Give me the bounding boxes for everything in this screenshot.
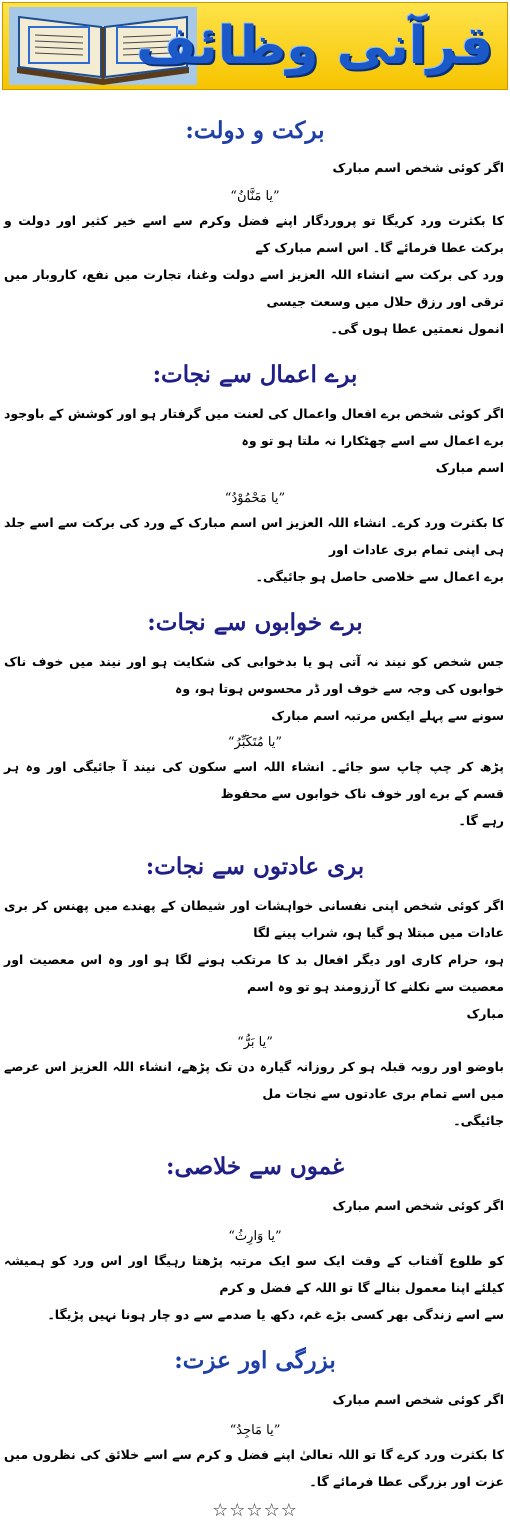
body-line: ورد کی برکت سے انشاء اللہ العزیز اسے دولت وغنا، تجارت میں نفع، کاروبار میں ترقی اور رزق حلال میں وسعت جیسی <box>4 267 504 309</box>
body-line: انمول نعمتیں عطا ہوں گی۔ <box>330 321 504 336</box>
body-line: کا بکثرت ورد کرے۔ انشاء اللہ العزیز اس اسم مبارک کے ورد کی برکت سے اسے جلد ہی اپنی تمام بری عادات اور <box>4 515 504 557</box>
section-heading: برکت و دولت: <box>185 117 325 144</box>
section-heading: بزرگی اور عزت: <box>174 1347 336 1374</box>
intro-text: اگر کوئی شخص اسم مبارک <box>332 1392 504 1407</box>
footer-stars: ☆☆☆☆☆ <box>212 1500 298 1521</box>
section-bad-habits <box>0 852 510 1134</box>
intro-text: ہو، حرام کاری اور دیگر افعال بد کا مرتکب ہونے لگا ہو اور وہ اس معصیت اور معصیت سے نکلنے کا آرزومند ہو تو وہ اسم <box>4 952 504 994</box>
divine-name: ”یا بَرُّ“ <box>237 1035 273 1050</box>
body-line: کا بکثرت ورد کریگا تو پروردگار اپنے فضل وکرم سے اسے خیر کثیر اور دولت و برکت عطا فرمائے گا۔ اس اسم مبارک کے <box>4 213 504 255</box>
intro-text: اسم مبارک <box>435 460 504 475</box>
section-bad-deeds <box>0 360 510 590</box>
intro-text: اگر کوئی شخص اسم مبارک <box>332 1198 504 1213</box>
section-heading: برے خوابوں سے نجات: <box>147 609 363 636</box>
divine-name: ”یا مَاجِدُ“ <box>229 1423 281 1438</box>
divine-name: ”یا مَحْمُوْدُ“ <box>224 491 286 506</box>
intro-text: مبارک <box>466 1006 504 1021</box>
body-line: سے اسے زندگی بھر کسی بڑے غم، دکھ یا صدمے سے دو چار ہونا نہیں پڑیگا۔ <box>47 1307 504 1322</box>
section-grief <box>0 1152 510 1328</box>
intro-text: سونے سے پہلے ایکس مرتبہ اسم مبارک <box>271 708 504 723</box>
banner <box>2 2 508 90</box>
divine-name: ”یا مُتَکَبِّرُ“ <box>227 735 283 750</box>
banner-title: قرآنی وظائف <box>136 16 493 76</box>
section-heading: غموں سے خلاصی: <box>166 1153 344 1180</box>
body-line: کا بکثرت ورد کرے گا تو اللہ تعالیٰ اپنے فضل و کرم سے اسے خلائق کی نظروں میں عزت اور بزرگی عطا فرمائے گا۔ <box>4 1447 504 1489</box>
body-line: رہے گا۔ <box>458 813 504 828</box>
section-bad-dreams <box>0 608 510 834</box>
body-line: پڑھ کر چپ چاپ سو جائے۔ انشاء اللہ اسے سکون کی نیند آ جائیگی اور وہ ہر قسم کے برے اور خوف ناک خوابوں سے محفوظ <box>4 759 504 801</box>
divine-name: ”یا وَارِثُ“ <box>228 1229 282 1244</box>
intro-text: اگر کوئی شخص برے افعال واعمال کی لعنت میں گرفتار ہو اور کوشش کے باوجود برے اعمال سے اسے چھٹکارا نہ ملتا ہو تو وہ <box>4 406 504 448</box>
article-body <box>0 116 510 1523</box>
section-heading: بری عادتوں سے نجات: <box>145 853 365 880</box>
intro-text: جس شخص کو نیند نہ آتی ہو یا بدخوابی کی شکایت ہو اور نیند میں خوف ناک خوابوں کی وجہ سے خوف اور ڈر محسوس ہوتا ہو، وہ <box>4 654 504 696</box>
section-heading: برے اعمال سے نجات: <box>152 361 358 388</box>
body-line: برے اعمال سے خلاصی حاصل ہو جائیگی۔ <box>255 569 504 584</box>
section-honor <box>0 1346 510 1495</box>
body-line: باوضو اور روبہ قبلہ ہو کر روزانہ گیارہ دن تک پڑھے، انشاء اللہ العزیز اس عرصے میں اسے تمام بری عادتوں سے نجات مل <box>4 1059 504 1101</box>
body-line: کو طلوع آفتاب کے وقت ایک سو ایک مرتبہ پڑھتا رہیگا اور اس ورد کو ہمیشہ کیلئے اپنا معمول بنالے گا تو اللہ کے فضل و کرم <box>4 1253 504 1295</box>
divine-name: ”یا مَنَّانُ“ <box>230 189 280 204</box>
intro-text: اگر کوئی شخص اپنی نفسانی خواہشات اور شیطان کے پھندے میں پھنس کر بری عادات میں مبتلا ہو گیا ہو، شراب پینے لگا <box>4 898 504 940</box>
section-barkat <box>0 116 510 342</box>
intro-text: اگر کوئی شخص اسم مبارک <box>332 160 504 175</box>
body-line: جائیگی۔ <box>453 1113 504 1128</box>
